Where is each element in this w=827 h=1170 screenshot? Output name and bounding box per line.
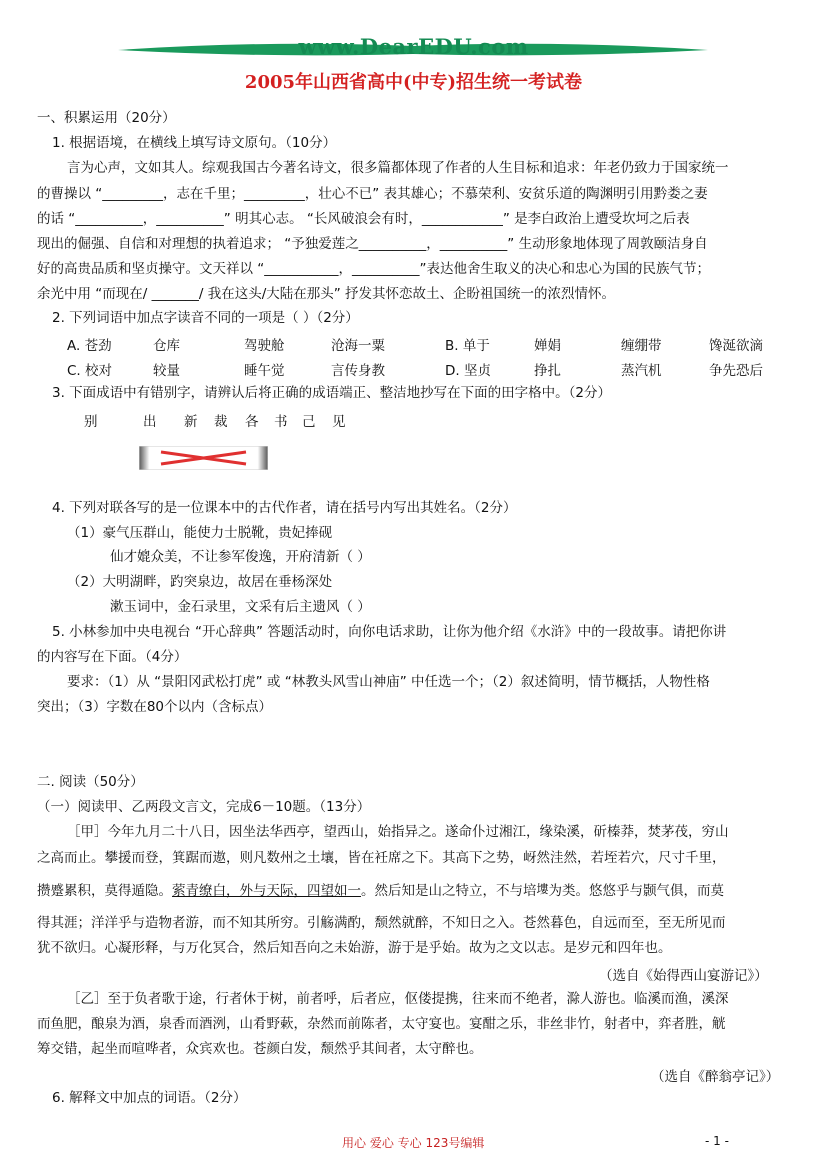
passage-yi: 而鱼肥，酿泉为酒，泉香而酒洌，山肴野蔌，杂然而前陈者，太守宴也。宴酣之乐，非丝非竹，射者中，弈者胜，觥 [37, 1016, 726, 1032]
section1-heading: 一、积累运用（20分） [37, 110, 176, 126]
passage-yi: 筹交错，起坐而喧哗者，众宾欢也。苍颜白发，颓然乎其间者，太守醉也。 [37, 1041, 483, 1057]
passage-jia: ［甲］今年九月二十八日，因坐法华西亭，望西山，始指异之。遂命仆过湘江，缘染溪，斫榛莽，焚茅茷，穷山 [67, 824, 729, 840]
option-c-word: 睡午觉 [244, 363, 285, 379]
option-d-word: 挣扎 [534, 363, 561, 379]
option-b-word: 馋涎欲滴 [709, 338, 763, 354]
q1-text: 的话 “__________，__________” 明其心志。 “长风破浪会有时，____________” 是李白政治上遭受坎坷之后表 [37, 211, 690, 227]
source-citation: （选自《始得西山宴游记》） [599, 968, 768, 984]
q1-text: 好的高贵品质和坚贞操守。文天祥以 “___________，__________”表达他舍生取义的决心和忠心为国的民族气节； [37, 261, 711, 277]
page-title: 2005年山西省高中(中专)招生统一考试卷 [244, 72, 583, 93]
inline-char-image: 塿 [536, 882, 549, 896]
q1-stem: 1. 根据语境，在横线上填写诗文原句。（10分） [52, 135, 337, 151]
subsection-heading: （一）阅读甲、乙两段文言文，完成6－10题。（13分） [37, 799, 371, 815]
q5-text: 5. 小林参加中央电视台 “开心辞典” 答题活动时，向你电话求助，让你为他介绍《水浒》中的一段故事。请把你讲 [52, 624, 727, 640]
passage-yi: ［乙］至于负者歌于途，行者休于树，前者呼，后者应，伛偻提携，往来而不绝者，滁人游也。临溪而渔，溪深 [67, 991, 729, 1007]
option-a-word: 仓库 [153, 338, 180, 354]
idiom-char: 出 [143, 414, 157, 430]
option-b[interactable]: B. 单于 [445, 338, 490, 354]
q5-requirement: 要求：（1）从 “景阳冈武松打虎” 或 “林教头风雪山神庙” 中任选一个；（2）叙述简明，情节概括，人物性格 [67, 674, 710, 690]
idiom-char: 见 [332, 414, 346, 430]
site-url[interactable]: www.DearEDU.com [298, 34, 529, 59]
option-a-word: 驾驶舱 [244, 338, 285, 354]
q4-couplet: （1）豪气压群山，能使力士脱靴，贵妃捧砚 [67, 525, 333, 541]
q1-text: 现出的倔强、自信和对理想的执着追求； “予独爱莲之__________，__________” 生动形象地体现了周敦颐洁身自 [37, 236, 708, 252]
option-d-word: 蒸汽机 [621, 363, 662, 379]
option-d-word: 争先恐后 [709, 363, 763, 379]
passage-jia: 得其涯；洋洋乎与造物者游，而不知其所穷。引觞满酌，颓然就醉，不知日之入。苍然暮色，自远而至，至无所见而 [37, 915, 726, 931]
footer-text: 用心 爱心 专心 123号编辑 [342, 1136, 485, 1150]
q6-stem: 6. 解释文中加点的词语。（2分） [52, 1090, 247, 1106]
idiom-char: 己 [302, 414, 316, 430]
q4-couplet: 漱玉词中，金石录里，文采有后主遗风（ ） [110, 599, 371, 615]
source-citation: （选自《醉翁亭记》） [651, 1069, 780, 1085]
idiom-char: 别 [84, 414, 98, 430]
idiom-char: 书 [274, 414, 288, 430]
broken-image-icon [139, 446, 268, 470]
q1-text: 余光中用 “而现在/ _______/ 我在这头/大陆在那头” 抒发其怀恋故土、企盼祖国统一的浓烈情怀。 [37, 286, 616, 302]
q5-requirement: 突出；（3）字数在80个以内（含标点） [37, 699, 273, 715]
passage-jia [37, 880, 724, 900]
option-c-word: 言传身教 [331, 363, 385, 379]
q4-couplet: 仙才媲众美，不让参军俊逸，开府清新（ ） [110, 549, 371, 565]
section2-heading: 二. 阅读（50分） [37, 774, 144, 790]
option-b-word: 婵娟 [534, 338, 561, 354]
q3-stem: 3. 下面成语中有错别字，请辨认后将正确的成语端正、整洁地抄写在下面的田字格中。（2分） [52, 385, 612, 401]
q2-stem: 2. 下列词语中加点字读音不同的一项是（ ）（2分） [52, 310, 359, 326]
idiom-char: 裁 [214, 414, 228, 430]
passage-text: 为类。悠悠乎与颢气俱，而莫 [548, 883, 725, 899]
passage-jia: 之高而止。攀援而登，箕踞而遨，则凡数州之土壤，皆在衽席之下。其高下之势，岈然洼然，若垤若穴，尺寸千里， [37, 850, 726, 866]
option-c-word: 较量 [153, 363, 180, 379]
option-a[interactable]: A. 苍劲 [67, 338, 112, 354]
option-d[interactable]: D. 坚贞 [445, 363, 491, 379]
option-b-word: 缠绷带 [621, 338, 662, 354]
option-a-word: 沧海一粟 [331, 338, 385, 354]
q4-stem: 4. 下列对联各写的是一位课本中的古代作者，请在括号内写出其姓名。（2分） [52, 500, 517, 516]
option-c[interactable]: C. 校对 [67, 363, 113, 379]
passage-text: 。然后知是山之特立，不与培 [361, 883, 537, 899]
page-number: - 1 - [705, 1134, 729, 1148]
idiom-char: 各 [245, 414, 259, 430]
q5-text: 的内容写在下面。（4分） [37, 649, 188, 665]
underlined-sentence: 萦青缭白，外与天际，四望如一 [172, 883, 361, 899]
idiom-char: 新 [184, 414, 198, 430]
passage-jia: 犹不欲归。心凝形释，与万化冥合，然后知吾向之未始游，游于是乎始。故为之文以志。是岁元和四年也。 [37, 940, 672, 956]
q4-couplet: （2）大明湖畔，趵突泉边，故居在垂杨深处 [67, 574, 333, 590]
passage-text: 攒蹙累积，莫得遁隐。 [37, 883, 172, 899]
q1-text: 的曹操以 “_________，志在千里；_________，壮心不已” 表其雄心；不慕荣利、安贫乐道的陶渊明引用黔娄之妻 [37, 186, 708, 202]
q1-text: 言为心声，文如其人。综观我国古今著名诗文，很多篇都体现了作者的人生目标和追求：年老仍致力于国家统一 [67, 160, 729, 176]
